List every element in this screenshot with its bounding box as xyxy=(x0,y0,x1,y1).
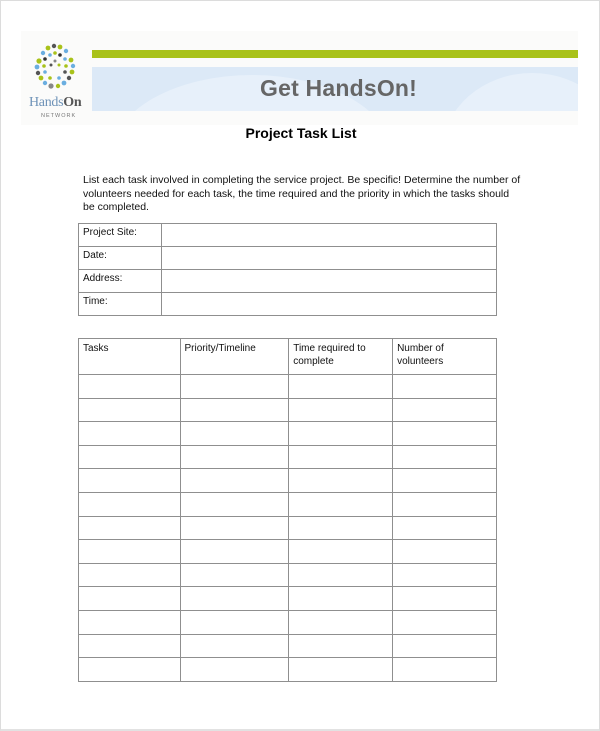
table-cell[interactable] xyxy=(180,469,289,493)
document-title: Project Task List xyxy=(245,125,357,141)
table-row xyxy=(79,492,497,516)
table-cell[interactable] xyxy=(180,587,289,611)
info-value-field[interactable] xyxy=(162,247,497,270)
accent-bar xyxy=(92,50,578,58)
table-cell[interactable] xyxy=(393,563,497,587)
table-cell[interactable] xyxy=(289,469,393,493)
table-row xyxy=(79,658,497,682)
project-info-table xyxy=(78,223,497,316)
info-label: Time: xyxy=(79,293,162,316)
table-cell[interactable] xyxy=(393,658,497,682)
column-header: Tasks xyxy=(79,339,181,375)
table-cell[interactable] xyxy=(393,492,497,516)
table-cell[interactable] xyxy=(79,492,181,516)
table-cell[interactable] xyxy=(393,445,497,469)
logo-subtitle: NETWORK xyxy=(41,113,77,119)
table-cell[interactable] xyxy=(79,658,181,682)
table-row xyxy=(79,540,497,564)
table-cell[interactable] xyxy=(180,658,289,682)
table-cell[interactable] xyxy=(180,634,289,658)
table-cell[interactable] xyxy=(289,445,393,469)
table-cell[interactable] xyxy=(289,492,393,516)
banner-panel xyxy=(92,67,578,111)
table-row xyxy=(79,469,497,493)
table-row xyxy=(79,587,497,611)
table-cell[interactable] xyxy=(289,587,393,611)
table-cell[interactable] xyxy=(79,422,181,446)
table-cell[interactable] xyxy=(393,469,497,493)
table-row xyxy=(79,610,497,634)
info-row xyxy=(79,224,497,247)
table-cell[interactable] xyxy=(289,398,393,422)
table-row xyxy=(79,375,497,399)
intro-paragraph: List each task involved in completing the service project. Be specific! Determine the number of volunteers needed for each task, the time required and the priority in which the tasks should be completed. xyxy=(83,174,521,213)
table-cell[interactable] xyxy=(393,398,497,422)
table-cell[interactable] xyxy=(289,540,393,564)
info-row xyxy=(79,293,497,316)
column-header: Number of volunteers xyxy=(393,339,497,375)
table-cell[interactable] xyxy=(289,610,393,634)
hand-dots-icon xyxy=(31,41,79,93)
table-cell[interactable] xyxy=(180,610,289,634)
table-cell[interactable] xyxy=(79,540,181,564)
column-header: Time required to complete xyxy=(289,339,393,375)
table-cell[interactable] xyxy=(289,516,393,540)
info-label: Address: xyxy=(79,270,162,293)
table-cell[interactable] xyxy=(289,563,393,587)
table-cell[interactable] xyxy=(393,375,497,399)
table-cell[interactable] xyxy=(393,610,497,634)
table-row xyxy=(79,563,497,587)
table-cell[interactable] xyxy=(79,634,181,658)
table-row xyxy=(79,634,497,658)
handson-logo xyxy=(21,39,91,125)
table-cell[interactable] xyxy=(393,540,497,564)
table-cell[interactable] xyxy=(180,540,289,564)
table-cell[interactable] xyxy=(393,587,497,611)
table-row xyxy=(79,398,497,422)
table-cell[interactable] xyxy=(289,658,393,682)
info-row xyxy=(79,247,497,270)
table-row xyxy=(79,445,497,469)
table-cell[interactable] xyxy=(180,398,289,422)
table-cell[interactable] xyxy=(393,634,497,658)
table-cell[interactable] xyxy=(79,375,181,399)
banner-title: Get HandsOn! xyxy=(260,75,418,101)
table-cell[interactable] xyxy=(79,587,181,611)
info-label: Date: xyxy=(79,247,162,270)
table-cell[interactable] xyxy=(180,375,289,399)
table-cell[interactable] xyxy=(180,492,289,516)
logo-wordmark: HandsOn xyxy=(29,95,82,110)
table-cell[interactable] xyxy=(79,516,181,540)
table-cell[interactable] xyxy=(79,469,181,493)
task-table xyxy=(78,338,497,682)
info-value-field[interactable] xyxy=(162,293,497,316)
table-cell[interactable] xyxy=(79,445,181,469)
table-cell[interactable] xyxy=(393,422,497,446)
info-value-field[interactable] xyxy=(162,224,497,247)
table-cell[interactable] xyxy=(289,422,393,446)
table-cell[interactable] xyxy=(393,516,497,540)
table-cell[interactable] xyxy=(79,610,181,634)
column-header: Priority/Timeline xyxy=(180,339,289,375)
table-cell[interactable] xyxy=(180,516,289,540)
table-cell[interactable] xyxy=(180,445,289,469)
table-cell[interactable] xyxy=(180,422,289,446)
table-cell[interactable] xyxy=(79,563,181,587)
info-value-field[interactable] xyxy=(162,270,497,293)
table-cell[interactable] xyxy=(79,398,181,422)
table-cell[interactable] xyxy=(289,375,393,399)
info-label: Project Site: xyxy=(79,224,162,247)
header-banner xyxy=(21,31,578,125)
decorative-arc xyxy=(442,73,578,111)
table-row xyxy=(79,516,497,540)
info-row xyxy=(79,270,497,293)
table-cell[interactable] xyxy=(289,634,393,658)
table-cell[interactable] xyxy=(180,563,289,587)
table-row xyxy=(79,422,497,446)
